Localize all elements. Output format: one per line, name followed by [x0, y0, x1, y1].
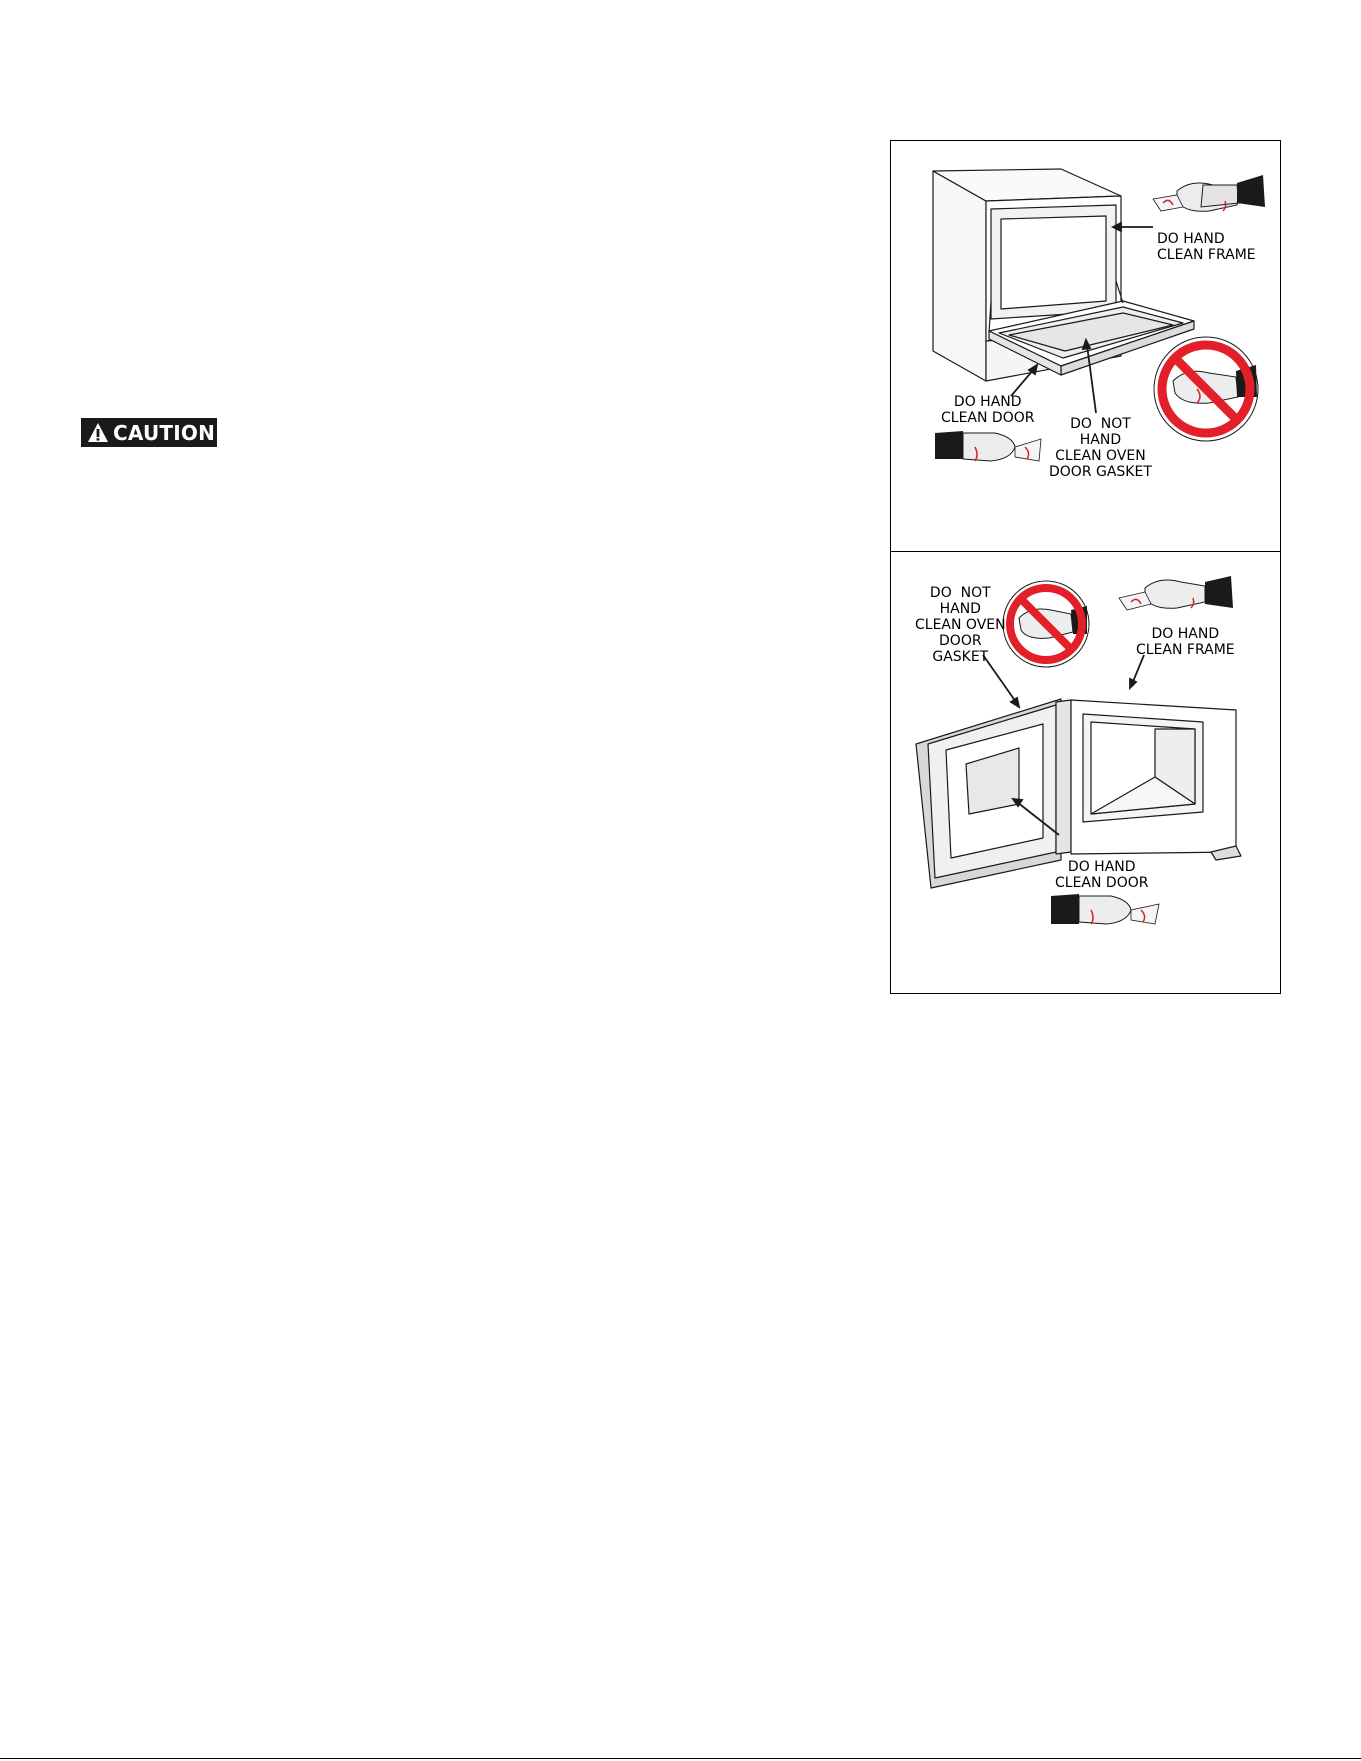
range-illustration — [891, 141, 1280, 551]
cleaning-figure — [890, 140, 1281, 994]
warning-triangle-icon — [87, 422, 109, 444]
label-do-hand-clean-frame: DO HAND CLEAN FRAME — [1157, 231, 1256, 263]
label-do-hand-clean-door: DO HAND CLEAN DOOR — [1055, 859, 1149, 891]
prohibition-icon — [1003, 581, 1089, 667]
figure-panel-range — [891, 141, 1280, 551]
prohibition-icon — [1154, 337, 1258, 441]
caution-label: CAUTION — [113, 420, 216, 445]
label-do-not-hand-clean-gasket: DO NOT HAND CLEAN OVEN DOOR GASKET — [1049, 416, 1152, 480]
label-do-hand-clean-frame: DO HAND CLEAN FRAME — [1136, 626, 1235, 658]
label-do-not-hand-clean-gasket: DO NOT HAND CLEAN OVEN DOOR GASKET — [915, 585, 1006, 665]
caution-badge — [81, 418, 217, 447]
label-do-hand-clean-door: DO HAND CLEAN DOOR — [941, 394, 1035, 426]
figure-panel-wall-oven — [891, 552, 1280, 993]
footer-rule — [0, 1758, 1361, 1759]
